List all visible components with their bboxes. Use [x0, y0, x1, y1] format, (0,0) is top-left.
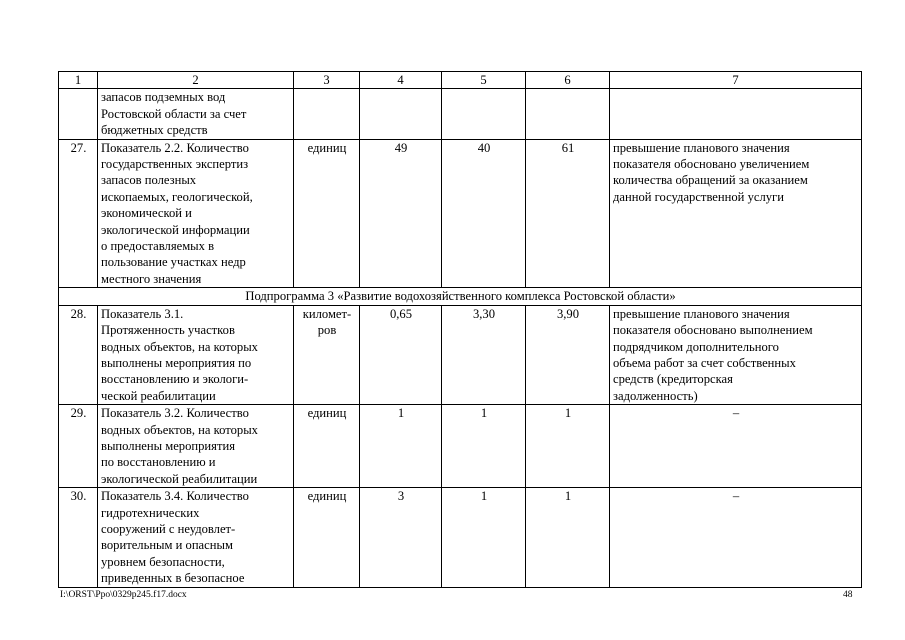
header-cell: 1	[59, 72, 98, 89]
note-cell	[610, 305, 862, 404]
row-number: 29.	[59, 405, 98, 488]
page-number: 48	[843, 590, 853, 600]
table-row	[59, 305, 862, 404]
header-cell: 5	[442, 72, 526, 89]
value-cell	[442, 89, 526, 139]
value-cell: 3,90	[526, 305, 610, 404]
file-path: I:\ORST\Ppo\0329p245.f17.docx	[60, 590, 187, 600]
indicator-cell	[98, 305, 294, 404]
value-cell: 3	[360, 488, 442, 587]
indicator-text: Показатель 3.1. Протяженность участков водных объектов, на которых выполнены мероприятия по восстановлению и экологи- ческой реабилитации	[101, 306, 258, 403]
unit-cell	[294, 305, 360, 404]
table-row	[59, 139, 862, 288]
subprogram-row	[59, 288, 862, 305]
note-text: превышение планового значения показателя обосновано выполнением подрядчиком дополнительного объема работ за счет собственных средств (кредиторская задолженность)	[613, 306, 813, 403]
indicator-cell	[98, 139, 294, 288]
value-cell: 1	[442, 405, 526, 488]
indicator-text: запасов подземных вод Ростовской области за счет бюджетных средств	[101, 90, 247, 138]
header-cell: 3	[294, 72, 360, 89]
row-number: 30.	[59, 488, 98, 587]
indicator-text: Показатель 3.4. Количество гидротехнических сооружений с неудовлет- ворительным и опасным уровнем безопасности, приведенных в безопасное	[101, 489, 249, 586]
note-cell	[610, 139, 862, 288]
indicator-text: Показатель 2.2. Количество государственных экспертиз запасов полезных ископаемых, геологической, экономической и экологической информации о предоставляемых в пользование участках недр местного значения	[101, 140, 253, 286]
value-cell	[360, 89, 442, 139]
table-row	[59, 405, 862, 488]
note-cell: –	[610, 488, 862, 587]
header-cell: 2	[98, 72, 294, 89]
unit-cell: единиц	[294, 488, 360, 587]
report-table	[58, 71, 862, 588]
table-header-row	[59, 72, 862, 89]
note-cell: –	[610, 405, 862, 488]
value-cell: 1	[442, 488, 526, 587]
value-cell: 1	[526, 405, 610, 488]
indicator-cell	[98, 488, 294, 587]
value-cell: 49	[360, 139, 442, 288]
indicator-cell	[98, 405, 294, 488]
table-row	[59, 488, 862, 587]
value-cell: 1	[360, 405, 442, 488]
row-number	[59, 89, 98, 139]
unit-cell	[294, 89, 360, 139]
indicator-text: Показатель 3.2. Количество водных объектов, на которых выполнены мероприятия по восстановлению и экологической реабилитации	[101, 406, 258, 486]
unit-cell: единиц	[294, 139, 360, 288]
header-cell: 4	[360, 72, 442, 89]
value-cell	[526, 89, 610, 139]
value-cell: 1	[526, 488, 610, 587]
value-cell: 40	[442, 139, 526, 288]
value-cell: 61	[526, 139, 610, 288]
table-row	[59, 89, 862, 139]
unit-cell: единиц	[294, 405, 360, 488]
indicator-cell	[98, 89, 294, 139]
row-number: 28.	[59, 305, 98, 404]
header-cell: 7	[610, 72, 862, 89]
row-number: 27.	[59, 139, 98, 288]
header-cell: 6	[526, 72, 610, 89]
note-cell	[610, 89, 862, 139]
value-cell: 0,65	[360, 305, 442, 404]
subprogram-title: Подпрограмма 3 «Развитие водохозяйственного комплекса Ростовской области»	[59, 288, 862, 305]
note-text: превышение планового значения показателя обосновано увеличением количества обращений за оказанием данной государственной услуги	[613, 140, 810, 204]
value-cell: 3,30	[442, 305, 526, 404]
unit-text: километ- ров	[302, 306, 352, 338]
